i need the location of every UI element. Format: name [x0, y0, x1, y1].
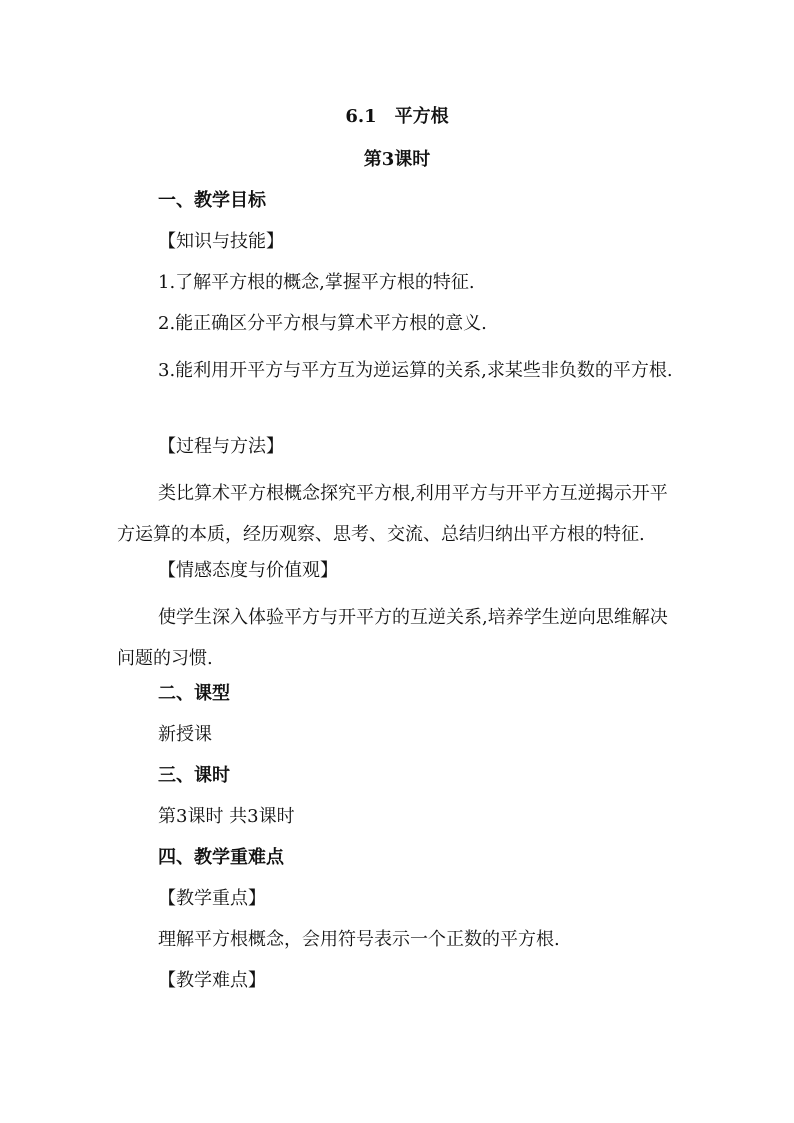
section-heading-lesson-type: 二、课型 [158, 683, 230, 704]
emotion-paragraph: 使学生深入体验平方与开平方的互逆关系,培养学生逆向思维解决问题的习惯. [117, 607, 668, 669]
subheading-emotion: 【情感态度与价值观】 [158, 560, 338, 581]
document-subtitle: 第3课时 [363, 149, 431, 170]
knowledge-item-2: 2.能正确区分平方根与算术平方根的意义. [158, 313, 487, 334]
section-heading-period: 三、课时 [158, 765, 230, 786]
subheading-key-points: 【教学重点】 [158, 888, 266, 909]
lesson-type-text: 新授课 [158, 724, 212, 745]
key-points-text: 理解平方根概念，会用符号表示一个正数的平方根. [158, 929, 560, 950]
period-text: 第3课时 共3课时 [158, 806, 295, 827]
subheading-knowledge: 【知识与技能】 [158, 231, 284, 252]
section-heading-objectives: 一、教学目标 [158, 190, 266, 211]
subheading-process: 【过程与方法】 [158, 436, 284, 457]
knowledge-item-1: 1.了解平方根的概念,掌握平方根的特征. [158, 272, 475, 293]
process-paragraph: 类比算术平方根概念探究平方根,利用平方与开平方互逆揭示开平方运算的本质，经历观察、思考、交流、总结归纳出平方根的特征. [117, 483, 668, 545]
section-heading-key-difficult: 四、教学重难点 [158, 847, 284, 868]
subheading-difficult-points: 【教学难点】 [158, 970, 266, 991]
document-title: 6.1 平方根 [345, 106, 449, 127]
knowledge-item-3: 3.能利用开平方与平方互为逆运算的关系,求某些非负数的平方根. [158, 360, 673, 381]
